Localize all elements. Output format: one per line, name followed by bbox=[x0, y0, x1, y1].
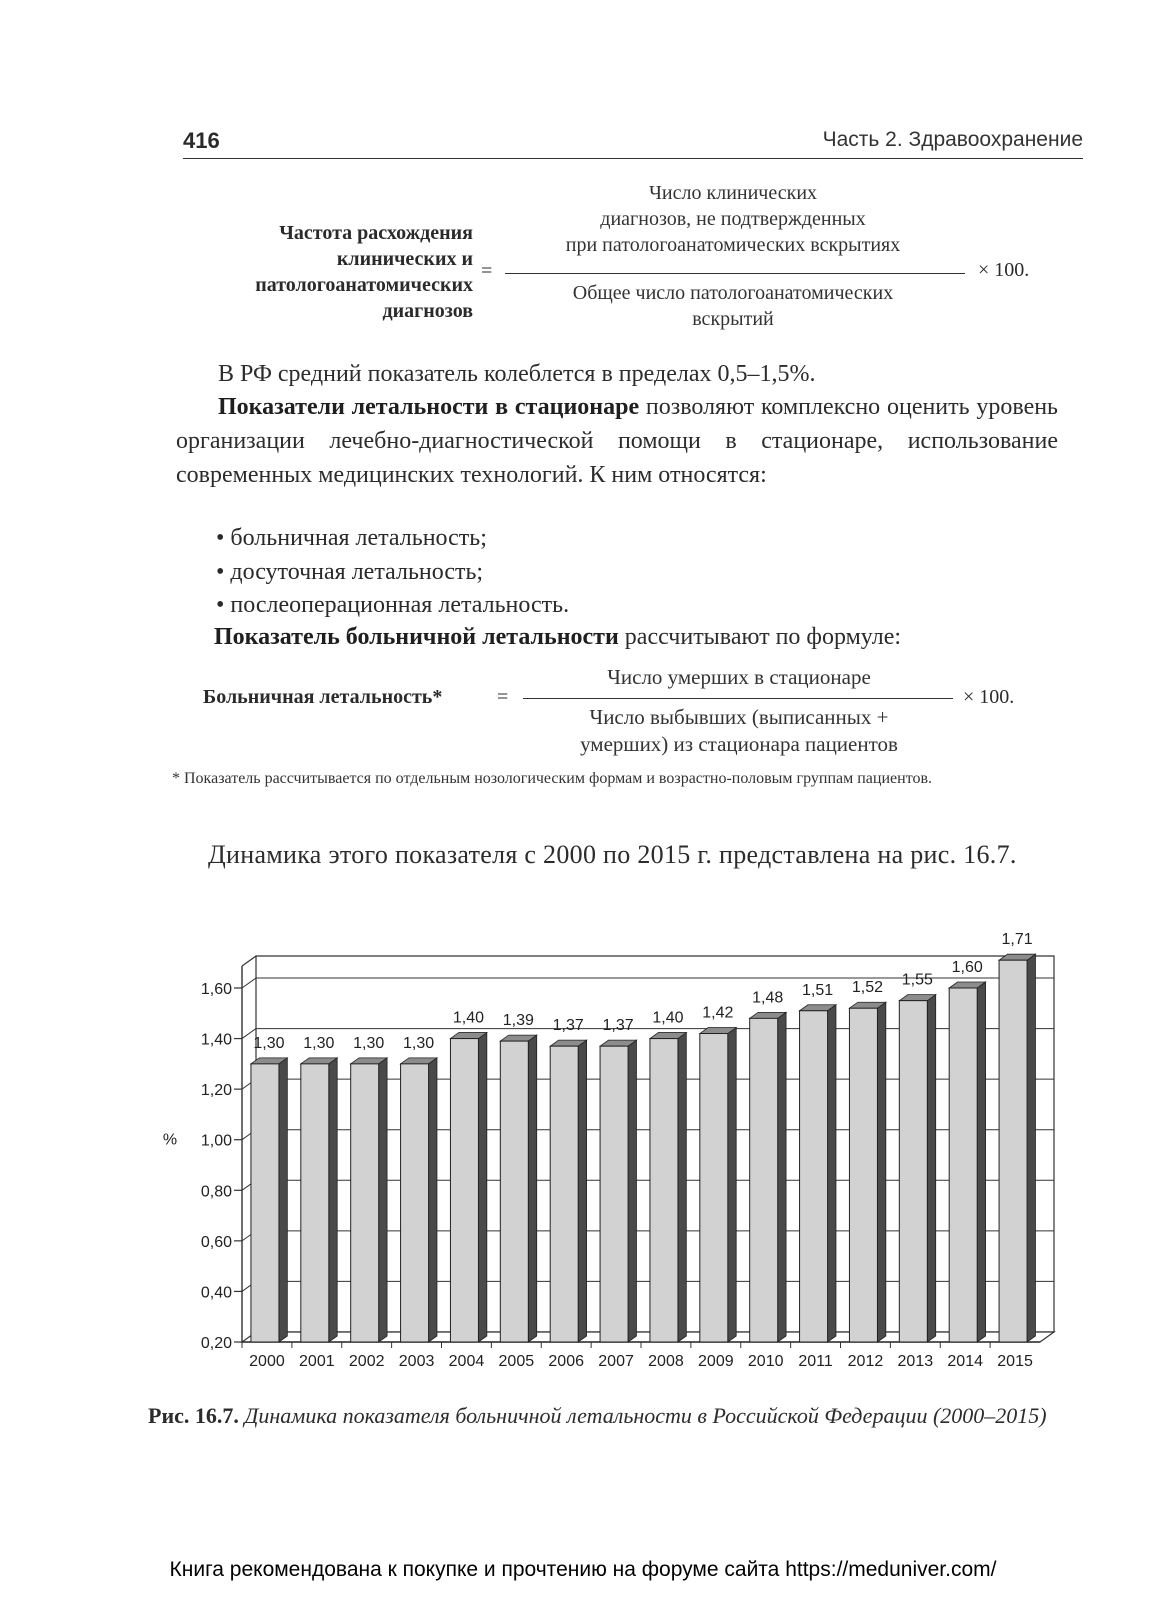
y-tick-label: 1,40 bbox=[200, 1031, 232, 1049]
paragraph-average-rate: В РФ средний показатель колеблется в пределах 0,5–1,5%. bbox=[218, 361, 816, 387]
bar bbox=[700, 1034, 728, 1342]
bar-side bbox=[877, 1002, 885, 1342]
x-tick-label: 2005 bbox=[498, 1353, 535, 1370]
bar-side bbox=[678, 1033, 686, 1342]
bar bbox=[600, 1046, 628, 1342]
watermark: Книга рекомендована к покупке и прочтению на форуме сайта https://meduniver.com/ bbox=[169, 1558, 997, 1581]
bar-value-label: 1,30 bbox=[402, 1034, 435, 1052]
bar bbox=[899, 1001, 927, 1342]
y-tick-label: 1,60 bbox=[200, 981, 232, 998]
discrepancy-formula bbox=[183, 180, 1083, 340]
x-tick-label: 2008 bbox=[648, 1353, 684, 1370]
formula-label: Больничная летальность* bbox=[203, 686, 443, 708]
x-tick-label: 2002 bbox=[348, 1353, 385, 1370]
x-tick-label: 2013 bbox=[897, 1353, 934, 1370]
bar bbox=[650, 1039, 678, 1342]
paragraph-formula-intro: Показатель больничной летальности рассчитывают по формуле: bbox=[214, 624, 902, 650]
bar-value-label: 1,71 bbox=[1001, 931, 1033, 949]
formula-label: Частота расхождения клинических и патологоанатомических диагнозов bbox=[255, 222, 473, 322]
equals-sign: = bbox=[497, 686, 509, 708]
y-tick-label: 0,40 bbox=[200, 1284, 232, 1302]
bar-value-label: 1,51 bbox=[801, 981, 834, 999]
bar bbox=[750, 1018, 778, 1342]
chart-svg bbox=[150, 925, 1070, 1395]
formula-denominator: Число выбывших (выписанных + умерших) из стационара пациентов bbox=[580, 705, 898, 756]
x-tick-label: 2007 bbox=[598, 1353, 634, 1370]
bar bbox=[251, 1064, 279, 1342]
page-number: 416 bbox=[183, 128, 220, 153]
paragraph-dynamics: Динамика этого показателя с 2000 по 2015 г. представлена на рис. 16.7. bbox=[208, 840, 1017, 869]
formula-numerator: Число клинических диагнозов, не подтвержденных при патологоанатомических вскрытиях bbox=[565, 182, 901, 256]
x-tick-label: 2006 bbox=[548, 1353, 584, 1370]
x-tick-label: 2009 bbox=[698, 1353, 734, 1370]
indicator-list bbox=[216, 522, 569, 623]
bar-value-label: 1,55 bbox=[901, 971, 933, 989]
bar bbox=[800, 1011, 828, 1342]
caption-text: Динамика показателя больничной летальности в Российской Федерации (2000–2015) bbox=[238, 1403, 1047, 1428]
y-tick-label: 0,60 bbox=[200, 1233, 232, 1251]
bar-value-label: 1,37 bbox=[552, 1017, 584, 1035]
bar-side bbox=[728, 1028, 736, 1342]
caption-label: Рис. 16.7. bbox=[148, 1403, 239, 1428]
bar-value-label: 1,40 bbox=[452, 1009, 485, 1027]
formula-denominator: Общее число патологоанатомических вскрытий bbox=[572, 282, 894, 330]
bar-side bbox=[379, 1058, 387, 1342]
bar-side bbox=[628, 1040, 636, 1342]
fraction-bar bbox=[523, 698, 953, 699]
bar bbox=[949, 988, 977, 1342]
bar-value-label: 1,30 bbox=[353, 1034, 385, 1052]
x-tick-label: 2010 bbox=[747, 1353, 784, 1370]
y-tick-label: 0,80 bbox=[200, 1183, 232, 1201]
x-tick-label: 2003 bbox=[398, 1353, 435, 1370]
bar-value-label: 1,52 bbox=[851, 979, 884, 997]
bar-side bbox=[429, 1058, 437, 1342]
x-tick-label: 2000 bbox=[249, 1353, 285, 1370]
page-header bbox=[183, 124, 1083, 159]
bar-value-label: 1,42 bbox=[702, 1004, 734, 1022]
bar-side bbox=[828, 1005, 836, 1342]
bar-value-label: 1,60 bbox=[951, 959, 983, 976]
bar-side bbox=[329, 1058, 337, 1342]
formula-multiplier: × 100. bbox=[963, 686, 1015, 708]
bar-value-label: 1,30 bbox=[253, 1034, 285, 1052]
bar bbox=[500, 1041, 528, 1342]
bar bbox=[550, 1046, 578, 1342]
bar-value-label: 1,39 bbox=[502, 1012, 534, 1030]
bar-side bbox=[578, 1040, 586, 1342]
bar-side bbox=[1027, 954, 1035, 1342]
bar-side bbox=[478, 1033, 486, 1342]
equals-sign: = bbox=[481, 260, 493, 282]
fraction-bar bbox=[505, 273, 965, 274]
hospital-mortality-formula bbox=[183, 664, 1083, 764]
formula-multiplier: × 100. bbox=[978, 259, 1030, 281]
bar-side bbox=[927, 995, 935, 1342]
y-axis-label: % bbox=[162, 1131, 178, 1149]
x-tick-label: 2015 bbox=[997, 1353, 1033, 1370]
list-item: • больничная летальность; bbox=[216, 522, 569, 556]
x-tick-label: 2012 bbox=[847, 1353, 884, 1370]
x-tick-label: 2004 bbox=[448, 1353, 485, 1370]
paragraph-mortality-indicators: Показатели летальности в стационаре позволяют комплексно оценить уровень организации лечебно-диагностической помощи в стационаре, использование современных медицинских технологий. К ним относятся: bbox=[176, 394, 1059, 488]
bar-side bbox=[279, 1058, 287, 1342]
bar bbox=[401, 1064, 429, 1342]
bar bbox=[999, 960, 1027, 1342]
x-tick-label: 2011 bbox=[798, 1353, 833, 1370]
y-tick-label: 0,20 bbox=[200, 1335, 232, 1352]
mortality-bar-chart bbox=[150, 925, 1070, 1395]
figure-caption bbox=[148, 1400, 1060, 1432]
bar-value-label: 1,48 bbox=[752, 989, 784, 1007]
list-item: • послеоперационная летальность. bbox=[216, 589, 569, 623]
bar bbox=[849, 1008, 877, 1342]
watermark-link[interactable]: https://meduniver.com/ bbox=[785, 1558, 997, 1581]
bar-value-label: 1,30 bbox=[303, 1034, 335, 1052]
bar-side bbox=[528, 1035, 536, 1342]
list-item: • досуточная летальность; bbox=[216, 556, 569, 590]
bar-side bbox=[778, 1012, 786, 1342]
bar bbox=[450, 1039, 478, 1342]
x-tick-label: 2014 bbox=[947, 1353, 983, 1370]
formula-numerator: Число умерших в стационаре bbox=[607, 665, 871, 689]
bar bbox=[351, 1064, 379, 1342]
running-head: Часть 2. Здравоохранение bbox=[822, 128, 1083, 151]
bar-side bbox=[977, 982, 985, 1342]
bar-value-label: 1,40 bbox=[652, 1009, 684, 1027]
y-tick-label: 1,20 bbox=[200, 1082, 232, 1100]
x-tick-label: 2001 bbox=[299, 1353, 335, 1370]
bar-value-label: 1,37 bbox=[602, 1017, 634, 1035]
chart-side-edge bbox=[242, 956, 256, 966]
footnote: * Показатель рассчитывается по отдельным нозологическим формам и возрастно-половым группам пациентов. bbox=[172, 770, 933, 787]
bar bbox=[301, 1064, 329, 1342]
y-tick-label: 1,00 bbox=[200, 1132, 232, 1150]
